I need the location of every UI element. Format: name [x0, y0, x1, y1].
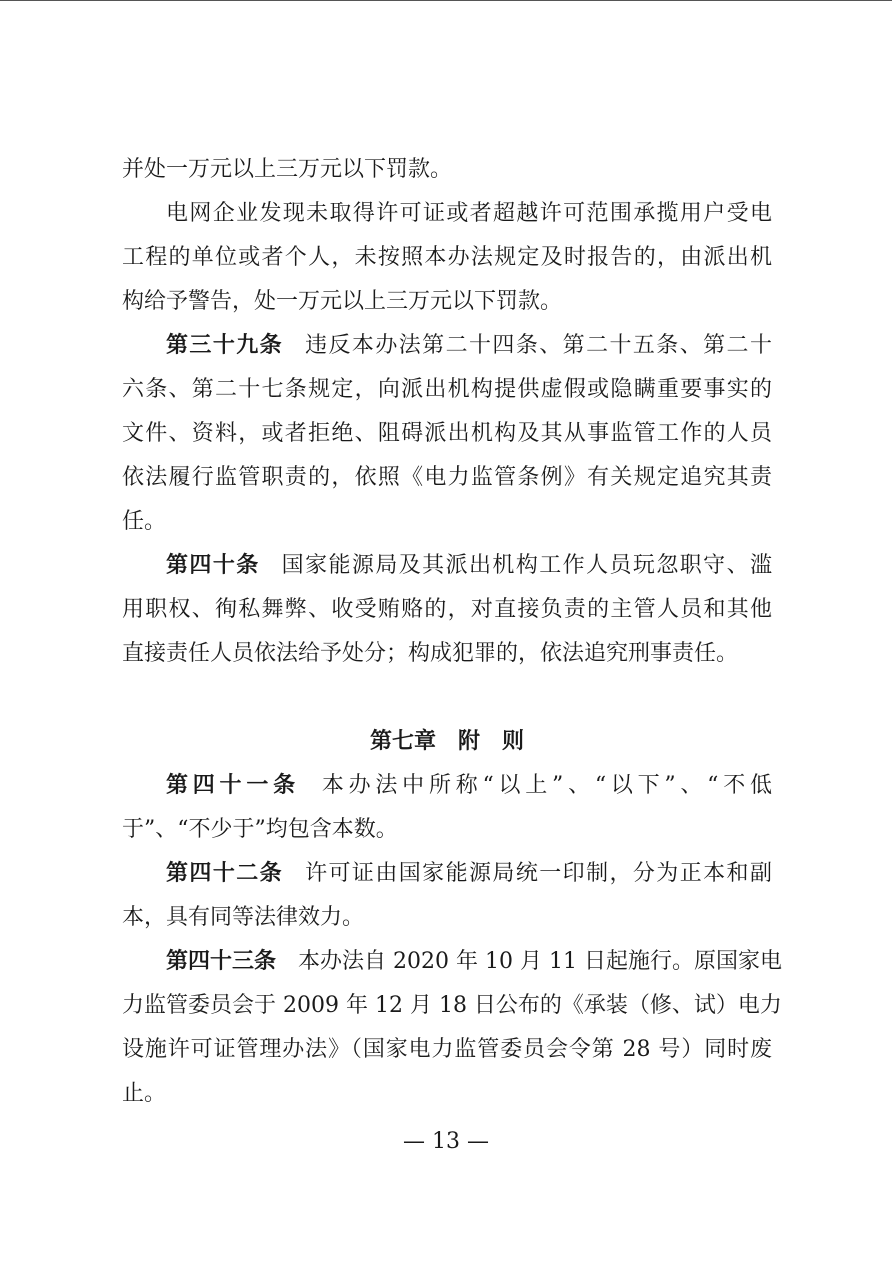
- article-40-text: 国家能源局及其派出机构工作人员玩忽职守、滥: [281, 553, 772, 578]
- article-41-text: 本办法中所称“以上”、“以下”、“不低: [321, 773, 772, 798]
- article-39-line: [122, 324, 772, 368]
- paragraph-line: 电网企业发现未取得许可证或者超越许可范围承揽用户受电: [166, 201, 772, 226]
- chapter-heading: 第七章 附 则: [369, 729, 524, 754]
- paragraph-line: 工程的单位或者个人，未按照本办法规定及时报告的，由派出机: [122, 245, 772, 270]
- article-43-text: 本办法自 2020 年 10 月 11 日起施行。原国家电: [298, 949, 782, 974]
- article-40-title: 第四十条: [166, 553, 260, 578]
- page-number: — 13 —: [403, 1129, 489, 1154]
- paragraph-line: 止。: [122, 1081, 167, 1106]
- article-42-text: 许可证由国家能源局统一印制，分为正本和副: [305, 861, 772, 886]
- article-39-title: 第三十九条: [166, 333, 284, 358]
- paragraph-line: 直接责任人员依法给予处分；构成犯罪的，依法追究刑事责任。: [122, 641, 739, 666]
- paragraph-line: 文件、资料，或者拒绝、阻碍派出机构及其从事监管工作的人员: [122, 421, 772, 446]
- article-39-text: 违反本办法第二十四条、第二十五条、第二十: [305, 333, 772, 358]
- paragraph-line: 构给予警告，处一万元以上三万元以下罚款。: [122, 289, 563, 314]
- article-42-line: [122, 852, 772, 896]
- paragraph-line: 设施许可证管理办法》（国家电力监管委员会令第 28 号）同时废: [122, 1037, 772, 1062]
- article-43-title: 第四十三条: [166, 949, 277, 974]
- paragraph-line: 用职权、徇私舞弊、收受贿赂的，对直接负责的主管人员和其他: [122, 597, 772, 622]
- paragraph-line: 并处一万元以上三万元以下罚款。: [122, 157, 453, 182]
- paragraph-line: 六条、第二十七条规定，向派出机构提供虚假或隐瞒重要事实的: [122, 377, 772, 402]
- paragraph-line: 本，具有同等法律效力。: [122, 905, 365, 930]
- article-40-line: [122, 544, 772, 588]
- paragraph-line: 力监管委员会于 2009 年 12 月 18 日公布的《承装（修、试）电力: [122, 993, 782, 1018]
- article-42-title: 第四十二条: [166, 861, 284, 886]
- article-41-line: [122, 764, 772, 808]
- paragraph-line: 任。: [122, 509, 167, 534]
- article-41-title: 第四十一条: [166, 773, 300, 798]
- paragraph-line: 依法履行监管职责的，依照《电力监管条例》有关规定追究其责: [122, 465, 772, 490]
- article-43-line: [122, 940, 782, 984]
- paragraph-line: 于”、“不少于”均包含本数。: [122, 817, 398, 842]
- document-body: [122, 148, 782, 1116]
